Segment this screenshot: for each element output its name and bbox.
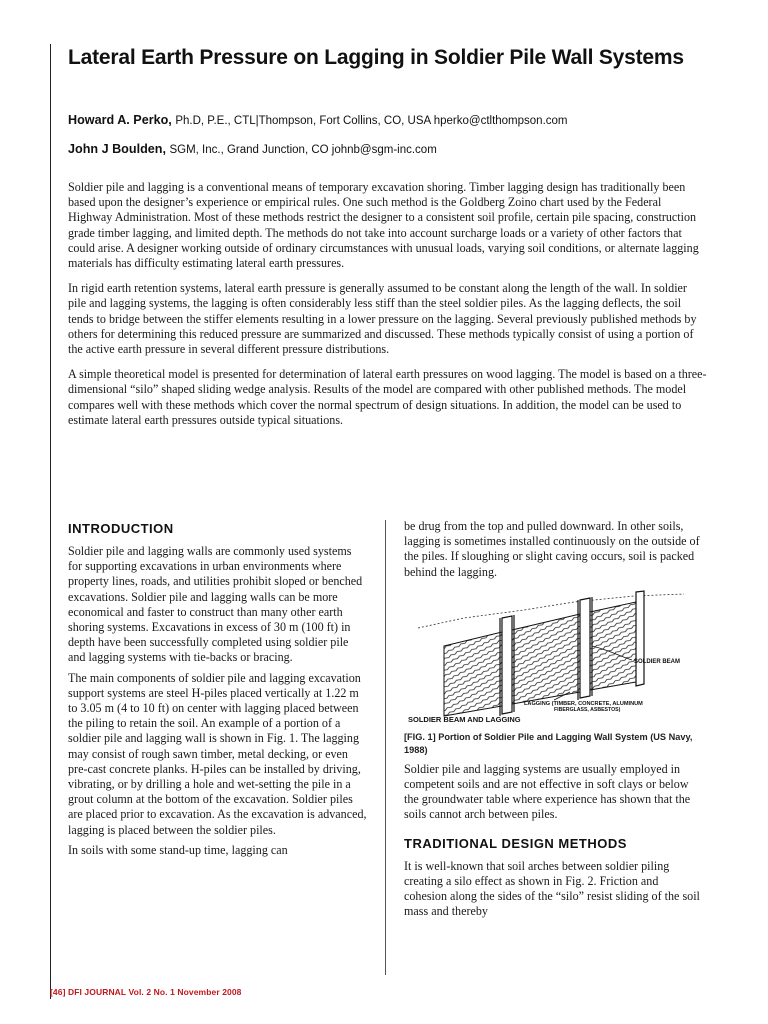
after-figure-paragraph: Soldier pile and lagging systems are usually employed in competent soils and are not effective in soft clays or below the groundwater table where experience has shown that the soils cannot arch between piles. [404, 761, 691, 822]
label-lagging-line-1: LAGGING (TIMBER, CONCRETE, ALUMINUM [524, 700, 643, 707]
page-footer: [46] DFI JOURNAL Vol. 2 No. 1 November 2008 [50, 987, 242, 997]
author-2 [68, 140, 758, 159]
label-soldier-beam: SOLDIER BEAM [634, 658, 681, 665]
abstract-paragraph-1: Soldier pile and lagging is a conventional means of temporary excavation shoring. Timber lagging design has traditionally been based upon the designer’s experience or empirical rules. One such method is the Goldberg Zoino chart used by the Federal Highway Administration. Most of these methods restrict the designer to a consistent soil profile, certain pile spacing, construction grade timber lagging, and limited depth. The methods do not take into account surcharge loads or a variety of other factors that could arise. A designer working outside of ordinary circumstances with unusual loads, varying soil conditions, or alternate lagging materials has difficulty estimating lateral earth pressures. [68, 180, 699, 271]
soldier-beam-lagging-drawing [404, 588, 704, 725]
figure-1 [404, 588, 704, 725]
author-2-name: John J Boulden, [68, 142, 166, 156]
author-1-details: Ph.D, P.E., CTL|Thompson, Fort Collins, CO, USA hperko@ctlthompson.com [175, 115, 568, 127]
figure-1-caption: [FIG. 1] Portion of Soldier Pile and Lagging Wall System (US Navy, 1988) [404, 731, 693, 755]
traditional-methods-paragraph: It is well-known that soil arches between soldier piling creating a silo effect as shown in Fig. 2. Friction and cohesion along the sides of the “silo” resist sliding of the soil mass and thereby [404, 858, 700, 919]
left-column [68, 520, 368, 863]
author-1-name: Howard A. Perko, [68, 113, 172, 127]
abstract [68, 180, 708, 438]
abstract-paragraph-2: In rigid earth retention systems, lateral earth pressure is generally assumed to be constant along the length of the wall. In soldier pile and lagging systems, the lagging is often considerably less stiff than the steel soldier piles. As the lagging deflects, the soil tends to bridge between the stiffer elements resulting in a lower pressure on the lagging. Several previously published methods by others for determining this reduced pressure are summarized and discussed. These methods typically consist of using a portion of the active earth pressure in several different pressure distributions. [68, 281, 697, 357]
introduction-heading: INTRODUCTION [68, 521, 174, 536]
left-margin-rule [50, 44, 51, 999]
right-column [404, 519, 704, 924]
author-1 [68, 111, 758, 130]
traditional-methods-heading: TRADITIONAL DESIGN METHODS [404, 835, 627, 851]
intro-paragraph-2: The main components of soldier pile and lagging excavation support systems are steel H-piles placed vertically at 1.22 m to 3.05 m (4 to 10 ft) on center with lagging placed between the piling to retain the soil. An example of a portion of a soldier pile and lagging wall is shown in Fig. 1. The lagging may consist of rough sawn timber, metal decking, or even pre-cast concrete planks. H-piles can be installed by driving, vibrating, or by drilling a hole and wet-setting the pile in a grout column at the bottom of the excavation. Soldier piles are placed prior to excavation. As the excavation is advanced, lagging is placed between the soldier piles. [68, 670, 367, 837]
author-2-details: SGM, Inc., Grand Junction, CO johnb@sgm-inc.com [169, 144, 437, 156]
column-divider [385, 520, 386, 975]
figure-inner-title: SOLDIER BEAM AND LAGGING [408, 714, 521, 724]
abstract-paragraph-3: A simple theoretical model is presented for determination of lateral earth pressures on wood lagging. The model is based on a three-dimensional “silo” shaped sliding wedge analysis. Results of the model are compared with other published methods. The model compares well with these methods which cover the normal spectrum of design situations. In addition, the model can be used to estimate lateral earth pressures outside typical situations. [68, 367, 707, 427]
article-title: Lateral Earth Pressure on Lagging in Soldier Pile Wall Systems [68, 46, 684, 69]
intro-continuation: be drug from the top and pulled downward. In other soils, lagging is sometimes installed continuously on the outside of the piles. If sloughing or slight caving occurs, soil is packed behind the lagging. [404, 519, 700, 579]
intro-paragraph-3: In soils with some stand-up time, lagging can [68, 842, 288, 857]
intro-paragraph-1: Soldier pile and lagging walls are commonly used systems for supporting excavations in urban environments where property lines, roads, and utilities prohibit sloped or benched excavations. Soldier pile and lagging walls can be more economical and faster to construct than many other earth shoring systems. Excavations in excess of 30 m (100 ft) in depth have been successfully completed using soldier pile and lagging systems with tie-backs or bracing. [68, 544, 363, 665]
label-lagging-line-2: FIBERGLASS, ASBESTOS) [554, 706, 621, 713]
